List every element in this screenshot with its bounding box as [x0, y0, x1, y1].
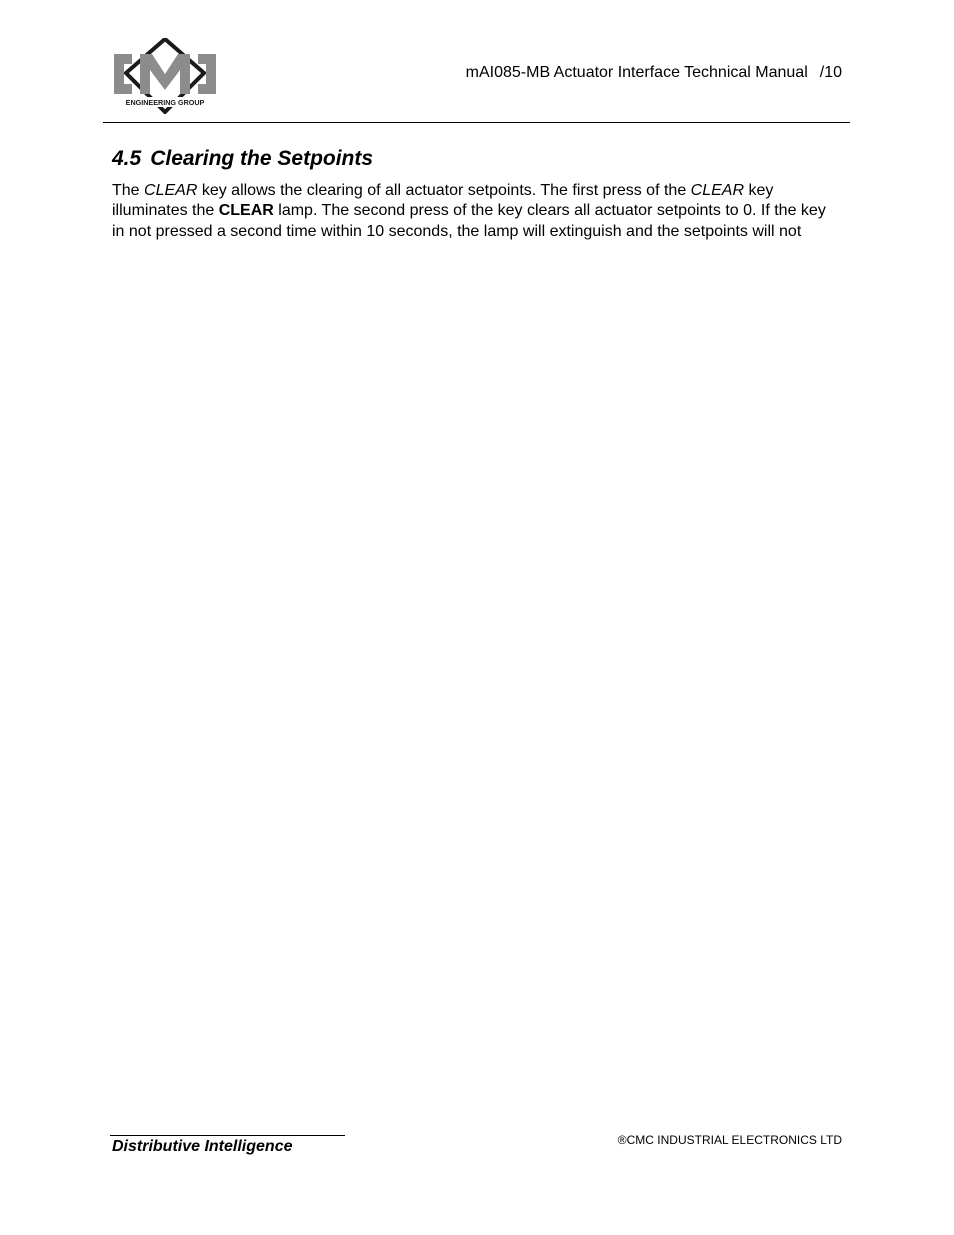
- cmc-logo-icon: [112, 38, 218, 114]
- section-number: 4.5: [112, 147, 142, 170]
- manual-title: mAI085-MB Actuator Interface Technical Manual: [465, 64, 808, 81]
- document-header: [466, 64, 842, 82]
- body-text-run: lamp. The second press of the key clears all actuator setpoints to 0. If the key in not pressed a second time within 10 seconds, the lamp will extinguish and the setpoints will not: [112, 202, 826, 240]
- section-title: Clearing the Setpoints: [150, 147, 374, 170]
- body-text-run: key allows the clearing of all actuator setpoints. The first press of the: [197, 182, 691, 199]
- logo-wordmark: ENGINEERING GROUP: [125, 98, 205, 107]
- footer-copyright: ®CMC INDUSTRIAL ELECTRONICS LTD: [617, 1133, 842, 1147]
- clear-lamp-name: CLEAR: [218, 202, 274, 220]
- page-number: /10: [819, 64, 842, 81]
- body-text-run: The: [112, 182, 145, 199]
- cmc-logo: [112, 38, 218, 114]
- footer-tagline: Distributive Intelligence: [112, 1138, 293, 1155]
- footer-divider: [110, 1135, 345, 1136]
- body-paragraph: [112, 181, 842, 242]
- header-divider: [103, 122, 850, 123]
- section-heading: [112, 147, 373, 171]
- body-text-run: key illuminates the: [112, 182, 774, 220]
- clear-key-name: CLEAR: [690, 182, 745, 199]
- clear-key-name: CLEAR: [144, 182, 198, 199]
